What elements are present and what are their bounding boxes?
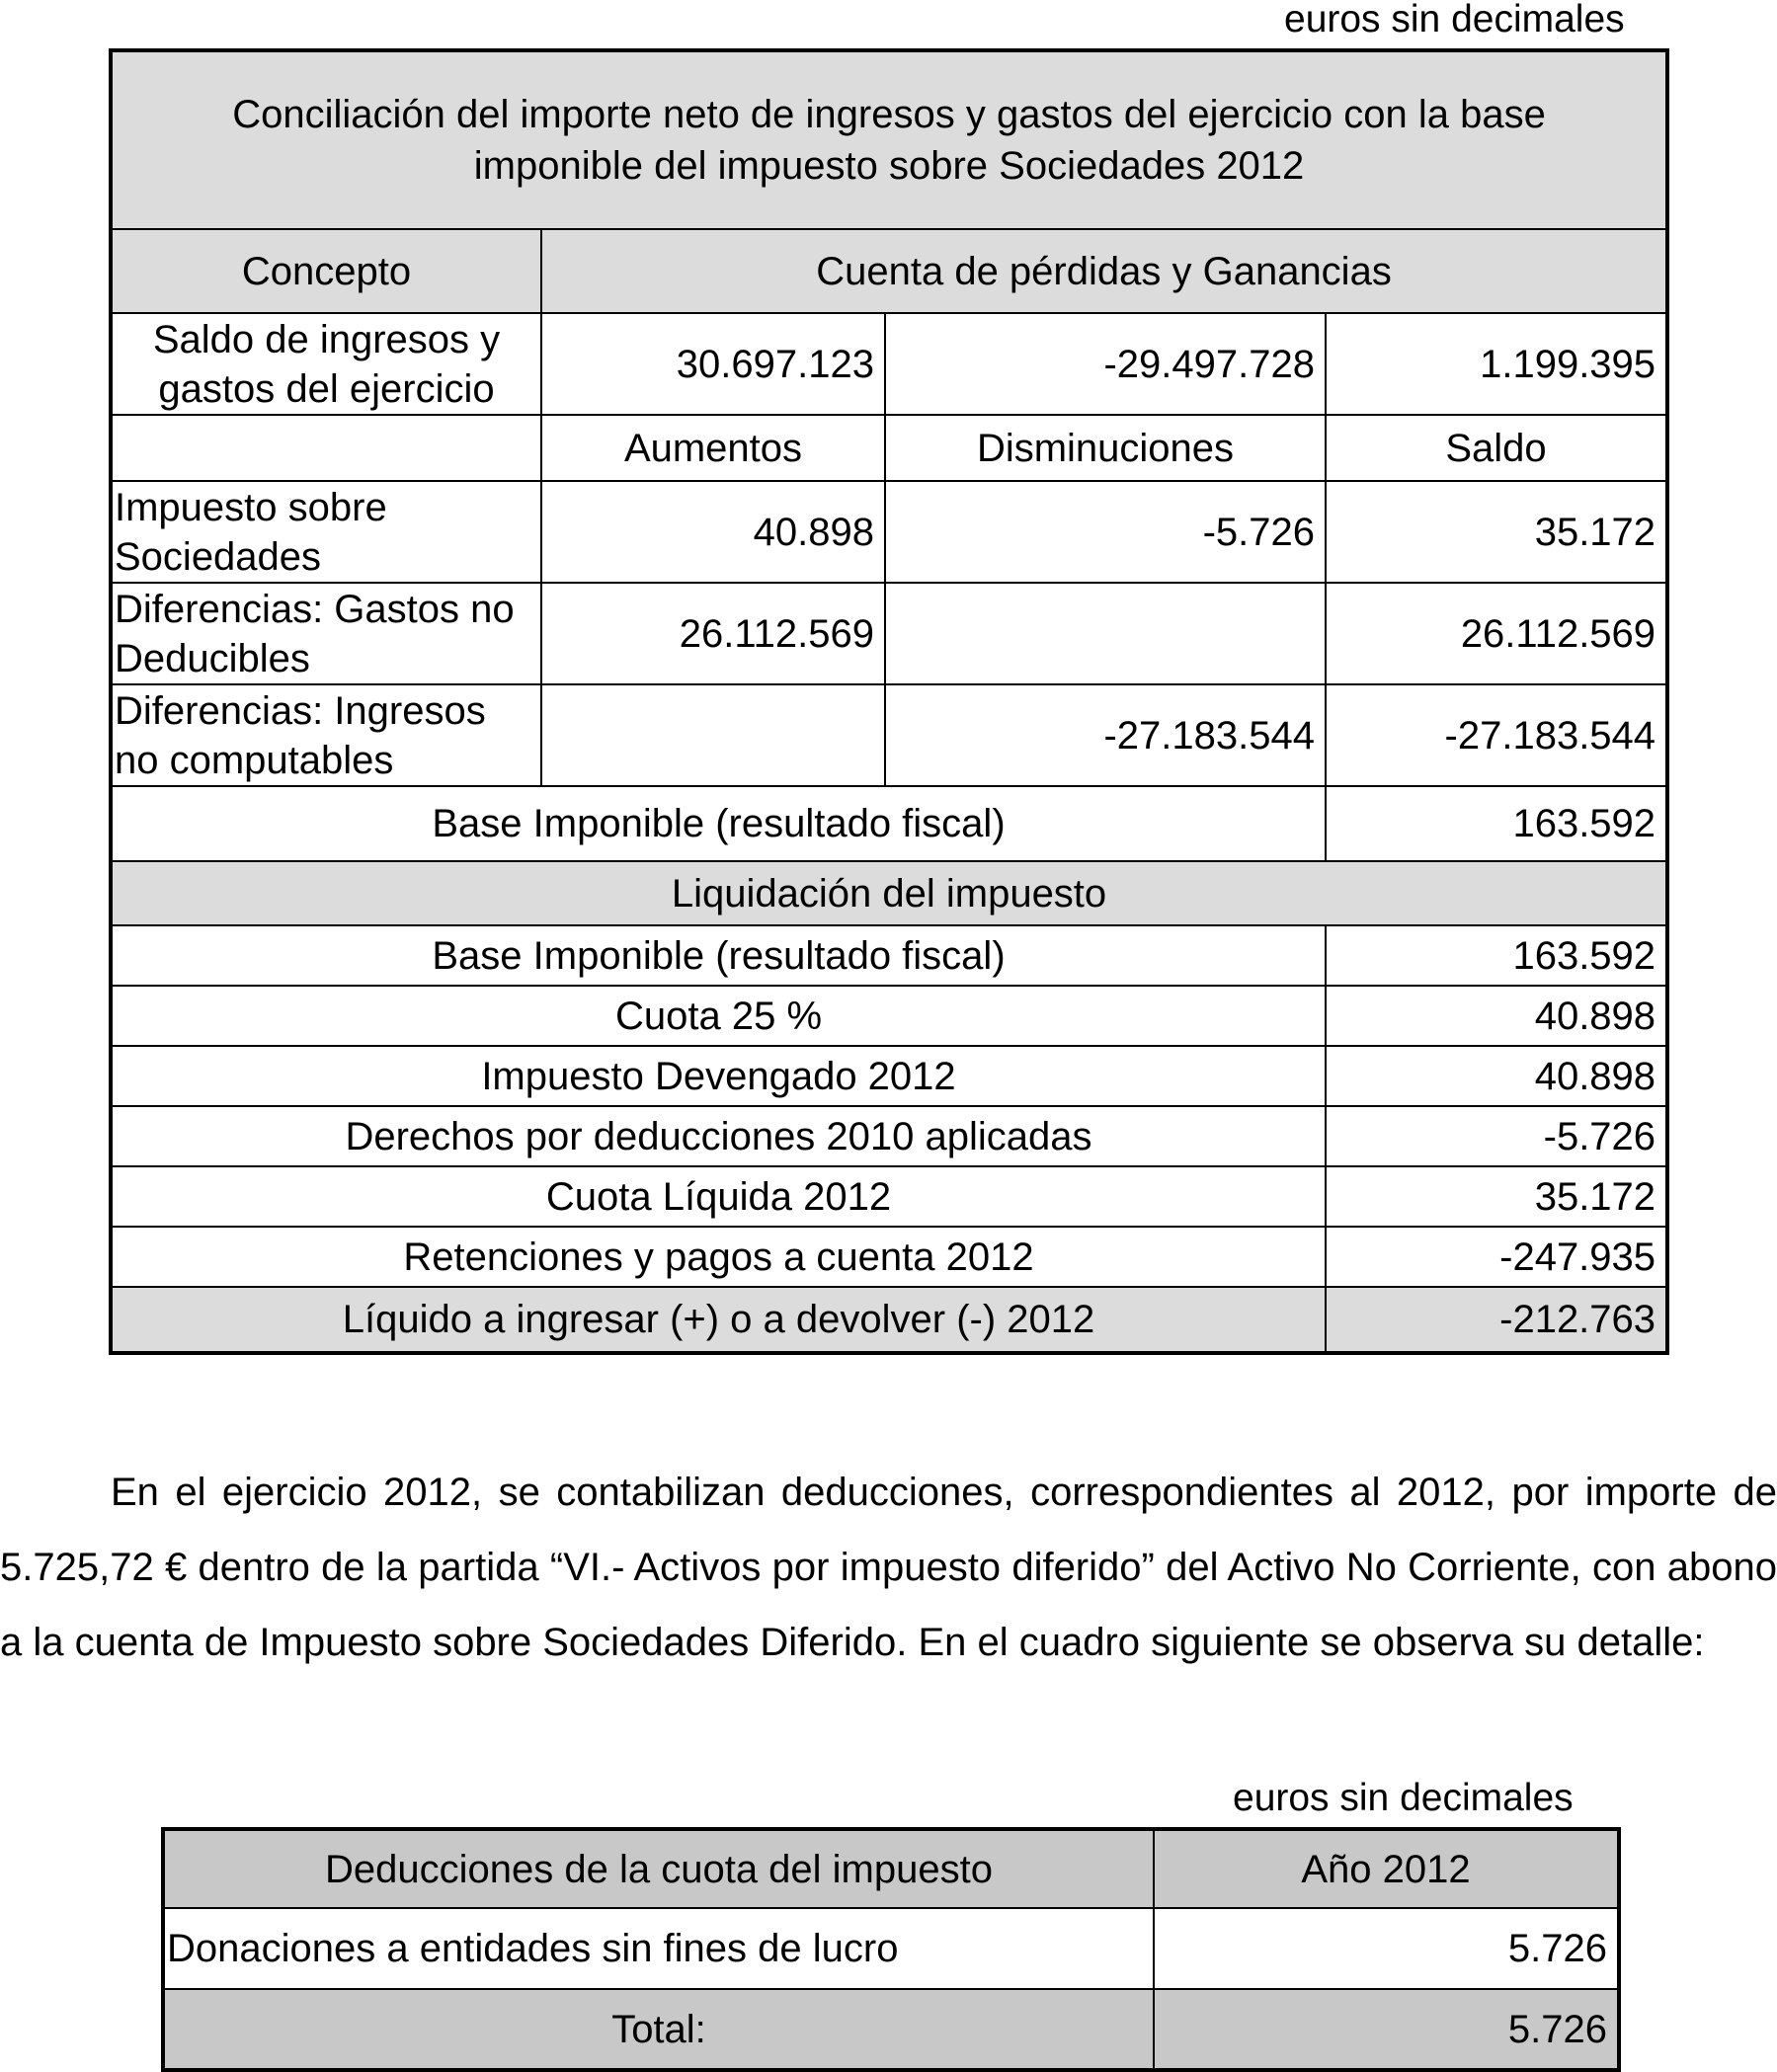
row-label: Impuesto sobre Sociedades — [111, 481, 541, 583]
row-disminuciones: -27.183.544 — [885, 684, 1326, 786]
row-value: -247.935 — [1326, 1227, 1667, 1287]
total-label: Total: — [163, 1989, 1154, 2070]
table-row — [111, 925, 1667, 986]
row-aumentos — [541, 684, 885, 786]
total-value: 5.726 — [1154, 1989, 1619, 2070]
table-row — [111, 481, 1667, 583]
row-value: 35.172 — [1326, 1166, 1667, 1227]
table-row — [111, 1227, 1667, 1287]
row-label: Cuota Líquida 2012 — [111, 1166, 1326, 1227]
base-imponible-label: Base Imponible (resultado fiscal) — [111, 786, 1326, 861]
deductions-header-row — [163, 1829, 1619, 1908]
final-row — [111, 1287, 1667, 1353]
saldo-value-3: 1.199.395 — [1326, 313, 1667, 415]
row-label: Cuota 25 % — [111, 986, 1326, 1046]
row-label: Base Imponible (resultado fiscal) — [111, 925, 1326, 986]
table-row — [111, 583, 1667, 684]
table-title: Conciliación del importe neto de ingresos y gastos del ejercicio con la base imponible del impuesto sobre Sociedades 2012 — [111, 50, 1667, 229]
subheader-saldo: Saldo — [1326, 415, 1667, 481]
base-imponible-value: 163.592 — [1326, 786, 1667, 861]
row-label: Saldo de ingresos y gastos del ejercicio — [111, 313, 541, 415]
deductions-header-year: Año 2012 — [1154, 1829, 1619, 1908]
final-row-label: Líquido a ingresar (+) o a devolver (-) 2012 — [111, 1287, 1326, 1353]
unit-note-bottom: euros sin decimales — [1233, 1777, 1574, 1819]
row-value: 163.592 — [1326, 925, 1667, 986]
row-value: 5.726 — [1154, 1908, 1619, 1989]
row-aumentos: 26.112.569 — [541, 583, 885, 684]
row-value: -5.726 — [1326, 1106, 1667, 1166]
deductions-total-row — [163, 1989, 1619, 2070]
table-row — [111, 684, 1667, 786]
table-row — [111, 1046, 1667, 1106]
table-row — [111, 313, 1667, 415]
subheader-aumentos: Aumentos — [541, 415, 885, 481]
table-row — [163, 1908, 1619, 1989]
table-row — [111, 986, 1667, 1046]
subheader-row — [111, 415, 1667, 481]
row-aumentos: 40.898 — [541, 481, 885, 583]
row-label: Diferencias: Ingresos no computables — [111, 684, 541, 786]
explanatory-paragraph — [0, 1455, 1777, 1680]
row-disminuciones: -5.726 — [885, 481, 1326, 583]
liquidacion-header: Liquidación del impuesto — [111, 861, 1667, 925]
deductions-header-concept: Deducciones de la cuota del impuesto — [163, 1829, 1154, 1908]
row-value: 40.898 — [1326, 986, 1667, 1046]
row-label: Derechos por deducciones 2010 aplicadas — [111, 1106, 1326, 1166]
row-label: Impuesto Devengado 2012 — [111, 1046, 1326, 1106]
header-account: Cuenta de pérdidas y Ganancias — [541, 229, 1667, 313]
subheader-disminuciones: Disminuciones — [885, 415, 1326, 481]
row-value: 40.898 — [1326, 1046, 1667, 1106]
row-label: Retenciones y pagos a cuenta 2012 — [111, 1227, 1326, 1287]
table-title-row — [111, 50, 1667, 229]
header-concept: Concepto — [111, 229, 541, 313]
unit-note-top: euros sin decimales — [1284, 0, 1625, 40]
row-disminuciones — [885, 583, 1326, 684]
final-row-value: -212.763 — [1326, 1287, 1667, 1353]
table-row — [111, 1166, 1667, 1227]
table-header-row — [111, 229, 1667, 313]
row-saldo: 26.112.569 — [1326, 583, 1667, 684]
row-label: Diferencias: Gastos no Deducibles — [111, 583, 541, 684]
paragraph-text: En el ejercicio 2012, se contabilizan deducciones, correspondientes al 2012, por importe de 5.725,72 € dentro de la partida “VI.- Activos por impuesto diferido” del Activo No Corriente, con abono a la cuenta de Impuesto sobre Sociedades Diferido. En el cuadro siguiente se observa su detalle: — [0, 1471, 1777, 1664]
liquidacion-header-row — [111, 861, 1667, 925]
deductions-table — [161, 1827, 1621, 2072]
base-imponible-row — [111, 786, 1667, 861]
row-saldo: 35.172 — [1326, 481, 1667, 583]
row-label: Donaciones a entidades sin fines de lucro — [163, 1908, 1154, 1989]
saldo-value-1: 30.697.123 — [541, 313, 885, 415]
saldo-value-2: -29.497.728 — [885, 313, 1326, 415]
subheader-empty — [111, 415, 541, 481]
table-row — [111, 1106, 1667, 1166]
row-saldo: -27.183.544 — [1326, 684, 1667, 786]
tax-reconciliation-table — [109, 48, 1669, 1355]
